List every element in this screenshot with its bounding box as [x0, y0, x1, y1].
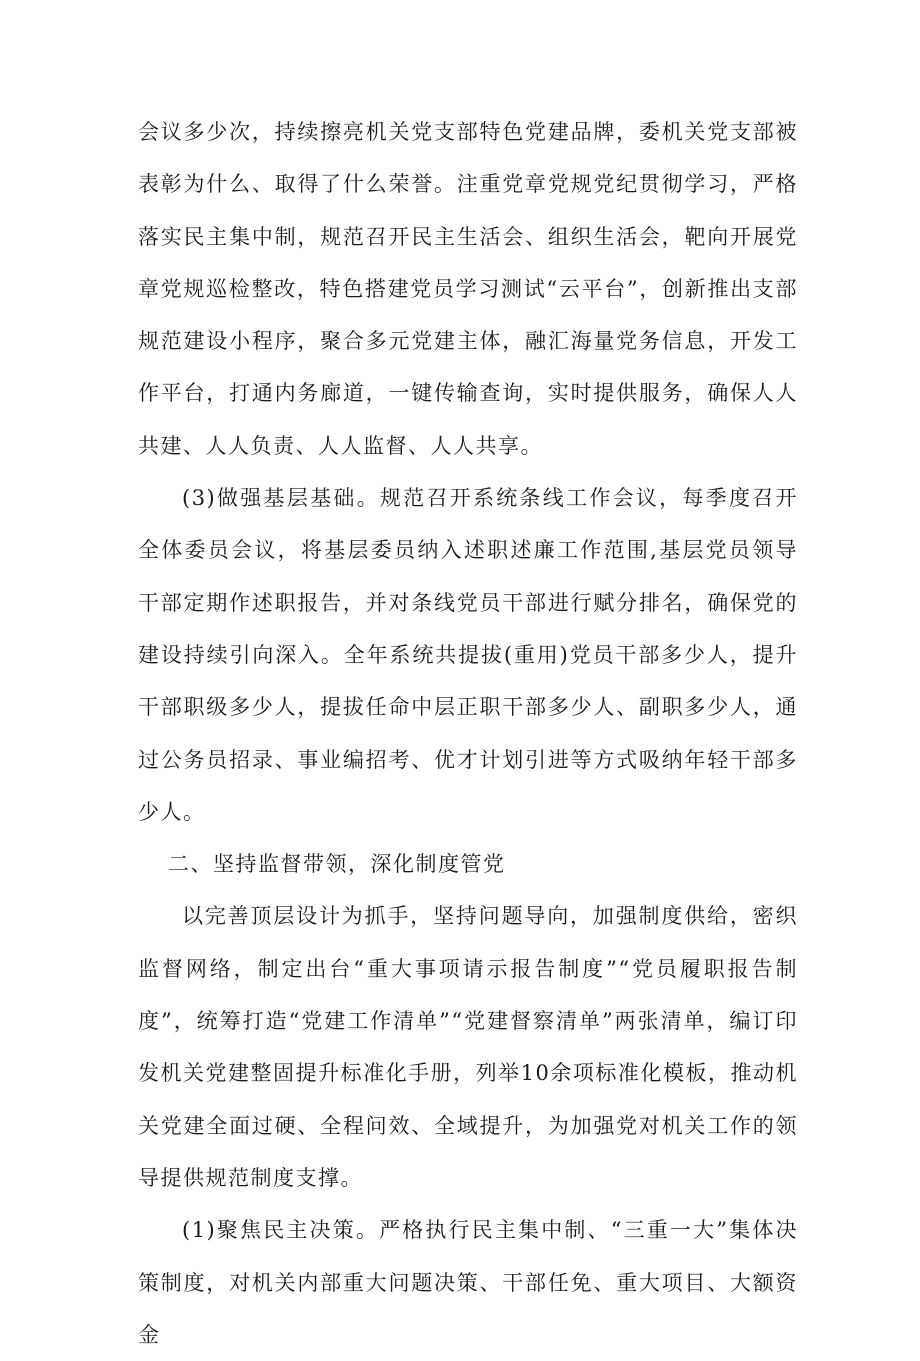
paragraph-institutional-design: 以完善顶层设计为抓手，坚持问题导向，加强制度供给，密织监督网络，制定出台“重大事项请示报告制度”“党员履职报告制度”，统筹打造“党建工作清单”“党建督察清单”两张清单，编订印发机关党建整固提升标准化手册，列举10余项标准化模板，推动机关党建全面过硬、全程问效、全域提升，为加强党对机关工作的领导提供规范制度支撑。 — [138, 904, 798, 1190]
document-body — [138, 106, 798, 1361]
section-heading-supervision: 二、坚持监督带领，深化制度管党 — [168, 852, 506, 877]
paragraph-party-branch-activities: 会议多少次，持续擦亮机关党支部特色党建品牌，委机关党支部被表彰为什么、取得了什么荣誉。注重党章党规党纪贯彻学习，严格落实民主集中制，规范召开民主生活会、组织生活会，靶向开展党章党规巡检整改，特色搭建党员学习测试“云平台”，创新推出支部规范建设小程序，聚合多元党建主体，融汇海量党务信息，开发工作平台，打通内务廊道，一键传输查询，实时提供服务，确保人人共建、人人负责、人人监督、人人共享。 — [138, 120, 798, 458]
paragraph-democratic-decision: (1)聚焦民主决策。严格执行民主集中制、“三重一大”集体决策制度，对机关内部重大问题决策、干部任免、重大项目、大额资金 — [138, 1218, 798, 1347]
paragraph-grassroots-foundation: (3)做强基层基础。规范召开系统条线工作会议，每季度召开全体委员会议，将基层委员纳入述职述廉工作范围,基层党员领导干部定期作述职报告，并对条线党员干部进行赋分排名，确保党的建设持续引向深入。全年系统共提拔(重用)党员干部多少人，提升干部职级多少人，提拔任命中层正职干部多少人、副职多少人，通过公务员招录、事业编招考、优才计划引进等方式吸纳年轻干部多少人。 — [138, 486, 798, 824]
